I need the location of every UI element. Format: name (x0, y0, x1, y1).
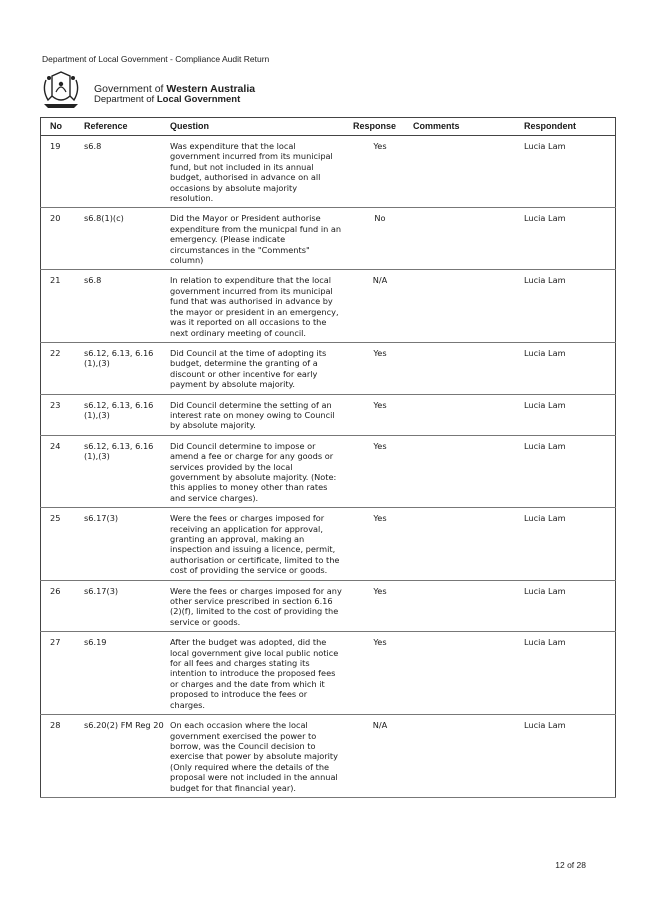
col-header-response: Response (350, 118, 410, 136)
table-row (41, 342, 616, 394)
row-no: 24 (41, 435, 82, 507)
row-question: Were the fees or charges imposed for receiving an application for approval, granting an approval, making an inspection and issuing a licence, permit, authorisation or certificate, limited to the cost of providing the service or goods. (167, 508, 350, 580)
row-response: Yes (350, 508, 410, 580)
row-comments (410, 208, 521, 270)
row-reference: s6.17(3) (81, 508, 167, 580)
row-response: Yes (350, 394, 410, 435)
row-comments (410, 136, 521, 208)
table-header-row (41, 118, 616, 136)
table-row (41, 208, 616, 270)
row-question: After the budget was adopted, did the local government give local public notice for all fees and charges stating its intention to introduce the proposed fees or charges and the date from which it proposed to introduce the fees or charges. (167, 632, 350, 715)
row-no: 19 (41, 136, 82, 208)
page-number: 12 of 28 (555, 860, 586, 870)
col-header-respondent: Respondent (521, 118, 616, 136)
row-respondent: Lucia Lam (521, 208, 616, 270)
row-response: Yes (350, 435, 410, 507)
row-respondent: Lucia Lam (521, 632, 616, 715)
row-reference: s6.8 (81, 270, 167, 342)
row-no: 22 (41, 342, 82, 394)
col-header-comments: Comments (410, 118, 521, 136)
row-comments (410, 580, 521, 632)
row-no: 20 (41, 208, 82, 270)
row-comments (410, 342, 521, 394)
row-no: 27 (41, 632, 82, 715)
row-question: Did Council at the time of adopting its budget, determine the granting of a discount or other incentive for early payment by absolute majority. (167, 342, 350, 394)
col-header-reference: Reference (81, 118, 167, 136)
row-response: N/A (350, 715, 410, 798)
table-row (41, 508, 616, 580)
table-row (41, 394, 616, 435)
row-question: Did Council determine to impose or amend a fee or charge for any goods or services provided by the local government by absolute majority. (Note: this applies to money other than rates and service charges). (167, 435, 350, 507)
row-respondent: Lucia Lam (521, 342, 616, 394)
row-reference: s6.19 (81, 632, 167, 715)
row-response: Yes (350, 136, 410, 208)
department-name: Department of Local Government (94, 94, 241, 105)
row-respondent: Lucia Lam (521, 508, 616, 580)
row-question: In relation to expenditure that the local government incurred from its municipal fund that was authorised in advance by the mayor or president in an emergency, was it reported on all occasions to the next ordinary meeting of council. (167, 270, 350, 342)
row-response: No (350, 208, 410, 270)
row-question: Did the Mayor or President authorise expenditure from the municpal fund in an emergency. (Please indicate circumstances in the "Comments" column) (167, 208, 350, 270)
row-respondent: Lucia Lam (521, 270, 616, 342)
row-response: Yes (350, 580, 410, 632)
row-no: 28 (41, 715, 82, 798)
row-response: Yes (350, 632, 410, 715)
row-comments (410, 632, 521, 715)
row-comments (410, 270, 521, 342)
row-reference: s6.12, 6.13, 6.16 (1),(3) (81, 394, 167, 435)
document-header: Department of Local Government - Compliance Audit Return (42, 54, 270, 64)
row-respondent: Lucia Lam (521, 580, 616, 632)
row-comments (410, 508, 521, 580)
row-respondent: Lucia Lam (521, 136, 616, 208)
wa-crest-icon (38, 70, 84, 112)
table-row (41, 270, 616, 342)
col-header-no: No (41, 118, 82, 136)
row-respondent: Lucia Lam (521, 435, 616, 507)
row-no: 21 (41, 270, 82, 342)
table-row (41, 435, 616, 507)
row-reference: s6.20(2) FM Reg 20 (81, 715, 167, 798)
row-no: 23 (41, 394, 82, 435)
row-comments (410, 394, 521, 435)
row-question: On each occasion where the local government exercised the power to borrow, was the Council decision to exercise that power by absolute majority (Only required where the details of the proposal were not included in the annual budget for that financial year). (167, 715, 350, 798)
row-reference: s6.17(3) (81, 580, 167, 632)
row-question: Were the fees or charges imposed for any other service prescribed in section 6.16 (2)(f), limited to the cost of providing the service or goods. (167, 580, 350, 632)
compliance-table (40, 117, 616, 798)
row-reference: s6.8(1)(c) (81, 208, 167, 270)
row-reference: s6.12, 6.13, 6.16 (1),(3) (81, 342, 167, 394)
row-comments (410, 435, 521, 507)
government-logo-block (38, 70, 338, 116)
row-reference: s6.8 (81, 136, 167, 208)
row-reference: s6.12, 6.13, 6.16 (1),(3) (81, 435, 167, 507)
row-comments (410, 715, 521, 798)
table-row (41, 580, 616, 632)
row-no: 25 (41, 508, 82, 580)
row-response: Yes (350, 342, 410, 394)
row-no: 26 (41, 580, 82, 632)
row-question: Did Council determine the setting of an interest rate on money owing to Council by absolute majority. (167, 394, 350, 435)
row-respondent: Lucia Lam (521, 715, 616, 798)
table-row (41, 715, 616, 798)
row-question: Was expenditure that the local government incurred from its municipal fund, but not included in its annual budget, authorised in advance on all occasions by absolute majority resolution. (167, 136, 350, 208)
col-header-question: Question (167, 118, 350, 136)
table-row (41, 136, 616, 208)
table-row (41, 632, 616, 715)
government-name: Government of Western Australia (94, 83, 256, 95)
row-respondent: Lucia Lam (521, 394, 616, 435)
row-response: N/A (350, 270, 410, 342)
